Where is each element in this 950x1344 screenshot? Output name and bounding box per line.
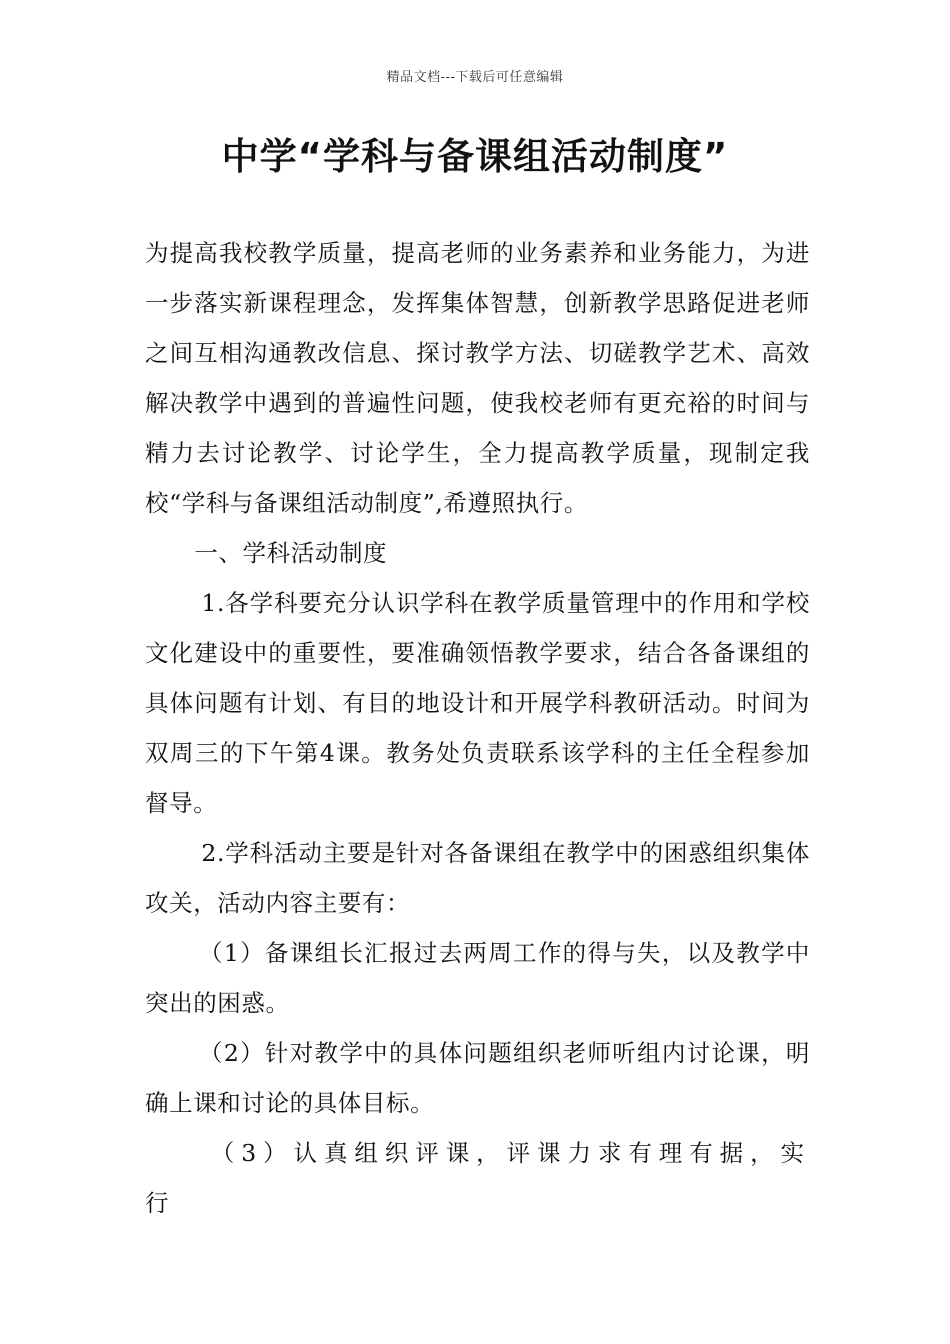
sub-item: （2）针对教学中的具体问题组织老师听组内讨论课，明确上课和讨论的具体目标。 — [145, 1039, 810, 1117]
sub-item: （1）备课组长汇报过去两周工作的得与失，以及教学中突出的困惑。 — [145, 939, 810, 1017]
document-body — [145, 228, 810, 1228]
header-note: 精品文档---下载后可任意编辑 — [386, 70, 564, 85]
numbered-item: 2.学科活动主要是针对各备课组在教学中的困惑组织集体攻关，活动内容主要有： — [145, 839, 810, 917]
document-title: 中学“学科与备课组活动制度” — [221, 135, 729, 178]
intro-paragraph: 为提高我校教学质量，提高老师的业务素养和业务能力，为进一步落实新课程理念，发挥集体智慧，创新教学思路促进老师之间互相沟通教改信息、探讨教学方法、切磋教学艺术、高效解决教学中遇到的普遍性问题，使我校老师有更充裕的时间与精力去讨论教学、讨论学生，全力提高教学质量，现制定我校“学科与备课组活动制度”,希遵照执行。 — [145, 239, 810, 517]
numbered-item: 1.各学科要充分认识学科在教学质量管理中的作用和学校文化建设中的重要性，要准确领悟教学要求，结合各备课组的具体问题有计划、有目的地设计和开展学科教研活动。时间为双周三的下午第4课。教务处负责联系该学科的主任全程参加督导。 — [145, 589, 810, 817]
section-heading: 一、学科活动制度 — [194, 539, 388, 567]
sub-item: （3）认真组织评课，评课力求有理有据，实行 — [145, 1139, 810, 1217]
